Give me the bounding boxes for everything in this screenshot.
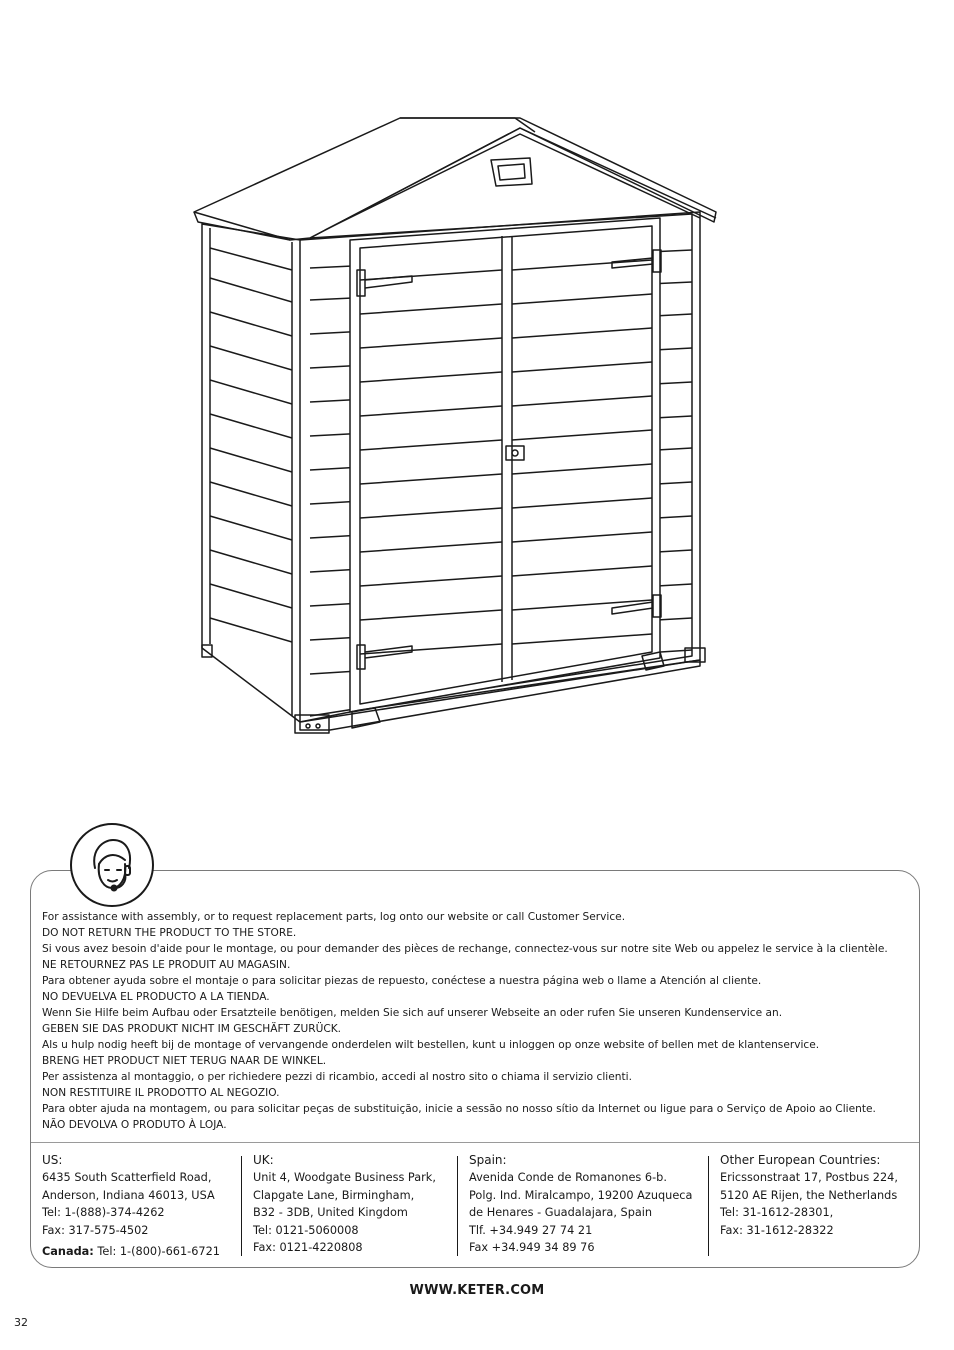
contact-heading: US: <box>42 1153 63 1167</box>
contact-other-europe <box>720 1152 920 1239</box>
page-number: 32 <box>14 1316 28 1329</box>
contact-line: Tel: 31-1612-28301, <box>720 1206 834 1220</box>
contact-spain <box>469 1152 699 1256</box>
notice-line: GEBEN SIE DAS PRODUKT NICHT IM GESCHÄFT ZURÜCK. <box>42 1023 342 1035</box>
storage-shed-illustration-icon <box>180 100 740 750</box>
notice-line: Para obtener ayuda sobre el montaje o para solicitar piezas de repuesto, conéctese a nuestra página web o llame a Atención al cliente. <box>42 975 762 987</box>
contact-line: Fax +34.949 34 89 76 <box>469 1241 595 1255</box>
notice-line: DO NOT RETURN THE PRODUCT TO THE STORE. <box>42 927 297 939</box>
contact-line: Tlf. +34.949 27 74 21 <box>469 1223 593 1237</box>
notice-line: Per assistenza al montaggio, o per richiedere pezzi di ricambio, accedi al nostro sito o chiama il servizio clienti. <box>42 1071 632 1083</box>
contact-line: Unit 4, Woodgate Business Park, <box>253 1171 436 1185</box>
contact-heading: Other European Countries: <box>720 1153 881 1167</box>
website-link[interactable]: WWW.KETER.COM <box>409 1283 545 1298</box>
notice-line: NON RESTITUIRE IL PRODOTTO AL NEGOZIO. <box>42 1087 280 1099</box>
contact-line: Avenida Conde de Romanones 6-b. <box>469 1171 667 1185</box>
notice-line: Als u hulp nodig heeft bij de montage of vervangende onderdelen wilt bestellen, kunt u inloggen op onze website of bellen met de klantenservice. <box>42 1039 820 1051</box>
contact-line: Anderson, Indiana 46013, USA <box>42 1188 215 1202</box>
contact-line: Fax: 317-575-4502 <box>42 1223 149 1237</box>
notice-line: NÃO DEVOLVA O PRODUTO À LOJA. <box>42 1119 227 1131</box>
contact-line: Tel: 1-(888)-374-4262 <box>42 1206 165 1220</box>
contact-line: Ericssonstraat 17, Postbus 224, <box>720 1171 898 1185</box>
customer-service-agent-icon <box>70 823 154 907</box>
contact-line: 5120 AE Rijen, the Netherlands <box>720 1188 898 1202</box>
contact-heading: UK: <box>253 1153 274 1167</box>
contact-line: Clapgate Lane, Birmingham, <box>253 1188 415 1202</box>
notice-line: Para obter ajuda na montagem, ou para solicitar peças de substituição, inicie a sessão no nosso sítio da Internet ou ligue para o Serviço de Apoio ao Cliente. <box>42 1103 876 1115</box>
notice-line: Si vous avez besoin d'aide pour le montage, ou pour demander des pièces de rechange, connectez-vous sur notre site Web ou appelez le service à la clientèle. <box>42 943 888 955</box>
contact-uk <box>253 1152 453 1256</box>
contact-line: Fax: 31-1612-28322 <box>720 1223 834 1237</box>
contact-line: Tel: 0121-5060008 <box>253 1223 359 1237</box>
contact-line: B32 - 3DB, United Kingdom <box>253 1206 408 1220</box>
column-divider <box>708 1156 709 1256</box>
contact-line: 6435 South Scatterfield Road, <box>42 1171 212 1185</box>
column-divider <box>457 1156 458 1256</box>
canada-contact <box>42 1243 232 1260</box>
notice-line: For assistance with assembly, or to request replacement parts, log onto our website or call Customer Service. <box>42 911 626 923</box>
contact-us <box>42 1152 232 1260</box>
contact-line: de Henares - Guadalajara, Spain <box>469 1206 653 1220</box>
notice-line: BRENG HET PRODUCT NIET TERUG NAAR DE WINKEL. <box>42 1055 327 1067</box>
contact-line: Fax: 0121-4220808 <box>253 1241 363 1255</box>
canada-phone: Tel: 1-(800)-661-6721 <box>93 1245 220 1259</box>
notice-line: Wenn Sie Hilfe beim Aufbau oder Ersatzteile benötigen, melden Sie sich auf unserer Webseite an oder rufen Sie unseren Kundenservice an. <box>42 1007 783 1019</box>
column-divider <box>241 1156 242 1256</box>
divider <box>31 1142 919 1143</box>
contact-heading: Spain: <box>469 1153 507 1167</box>
contact-line: Polg. Ind. Miralcampo, 19200 Azuqueca <box>469 1188 693 1202</box>
notice-line: NE RETOURNEZ PAS LE PRODUIT AU MAGASIN. <box>42 959 291 971</box>
canada-label: Canada: <box>42 1245 94 1259</box>
notice-line: NO DEVUELVA EL PRODUCTO A LA TIENDA. <box>42 991 270 1003</box>
assistance-notice <box>42 909 914 1133</box>
